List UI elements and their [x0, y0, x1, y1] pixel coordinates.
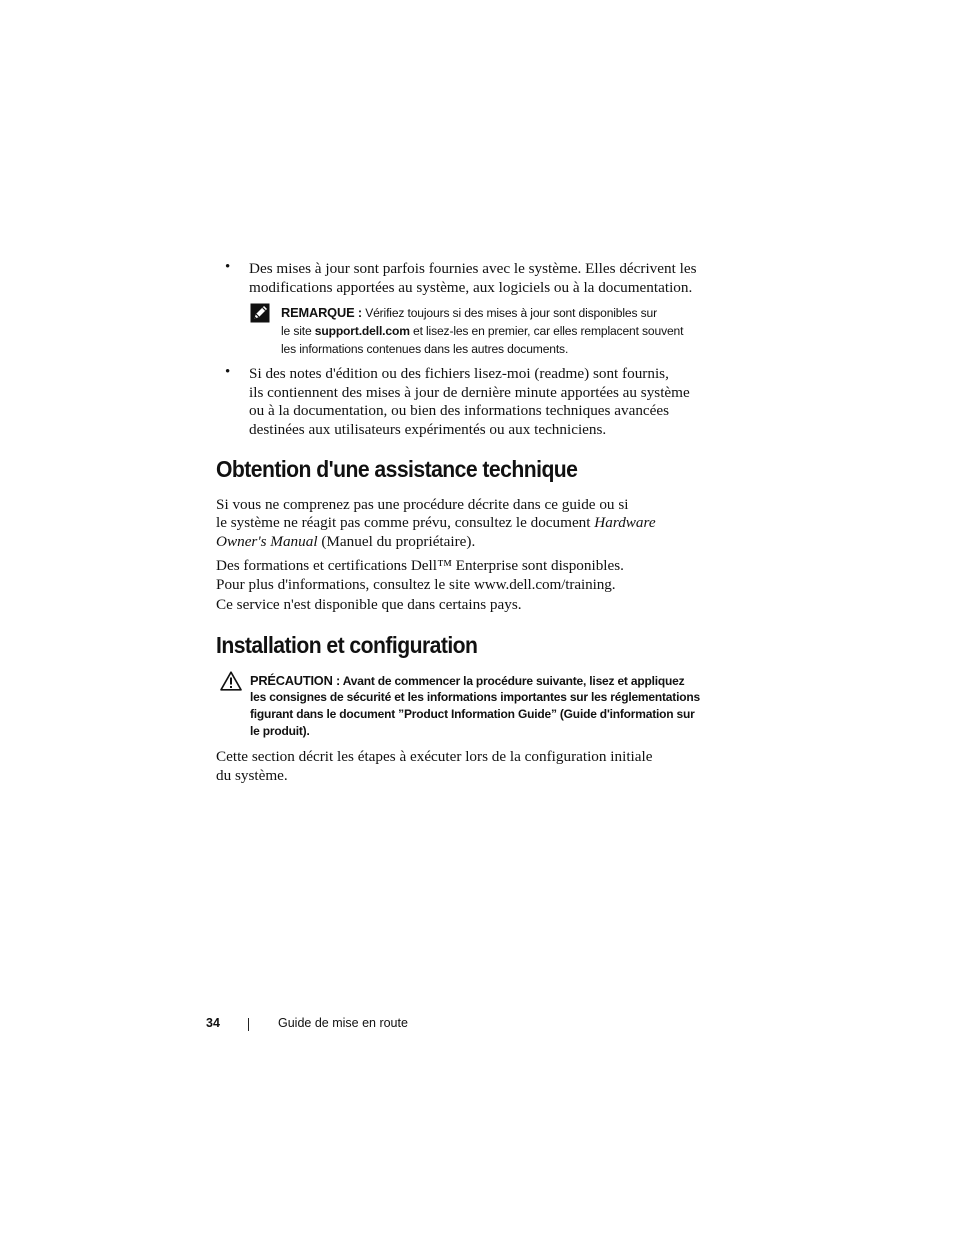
section-heading-support: Obtention d'une assistance technique [216, 456, 578, 482]
caution-line: figurant dans le document ”Product Information Guide” (Guide d'information sur [250, 707, 695, 721]
paragraph-line: Des formations et certifications Dell™ Enterprise sont disponibles. [216, 557, 624, 574]
bullet-text-line: Des mises à jour sont parfois fournies avec le système. Elles décrivent les [249, 260, 697, 277]
warning-triangle-icon [220, 671, 242, 691]
paragraph-line: du système. [216, 767, 288, 784]
paragraph-line: Ce service n'est disponible que dans certains pays. [216, 596, 522, 613]
note-text: Vérifiez toujours si des mises à jour sont disponibles sur [365, 306, 657, 320]
paragraph-text: le système ne réagit pas comme prévu, consultez le document [216, 514, 595, 531]
section-heading-installation: Installation et configuration [216, 632, 478, 658]
caution-line: les consignes de sécurité et les informations importantes sur les réglementations [250, 690, 700, 704]
training-link[interactable]: www.dell.com/training [473, 576, 612, 593]
note-text: et lisez-les en premier, car elles remplacent souvent [409, 324, 684, 338]
paragraph-line: Cette section décrit les étapes à exécuter lors de la configuration initiale [216, 748, 653, 765]
page-number: 34 [206, 1016, 220, 1030]
caution-text: Avant de commencer la procédure suivante, lisez et appliquez [340, 674, 685, 688]
bullet-dot: • [225, 364, 231, 380]
paragraph-line [216, 575, 616, 594]
note-label: REMARQUE : [281, 305, 362, 320]
paragraph-text: . [611, 576, 616, 593]
bullet-text-line: modifications apportées au système, aux logiciels ou à la documentation. [249, 279, 693, 296]
document-title: Owner's Manual [216, 533, 318, 550]
note-line [281, 304, 657, 322]
paragraph-text: Pour plus d'informations, consultez le site [216, 576, 474, 593]
paragraph-text: (Manuel du propriétaire). [317, 533, 476, 550]
paragraph-line: Si vous ne comprenez pas une procédure décrite dans ce guide ou si [216, 496, 629, 513]
bullet-text-line: Si des notes d'édition ou des fichiers lisez-moi (readme) sont fournis, [249, 365, 669, 382]
support-link[interactable]: support.dell.com [314, 324, 410, 338]
bullet-text-line: ils contiennent des mises à jour de dernière minute apportées au système [249, 384, 690, 401]
note-text: le site [281, 324, 315, 338]
bullet-text-line: destinées aux utilisateurs expérimentés ou aux techniciens. [249, 421, 607, 438]
footer-divider [248, 1018, 249, 1031]
caution-line: le produit). [250, 724, 310, 738]
pencil-note-icon [250, 303, 270, 323]
caution-label: PRÉCAUTION : [250, 673, 341, 688]
caution-line [250, 672, 684, 690]
bullet-text-line: ou à la documentation, ou bien des informations techniques avancées [249, 402, 670, 419]
document-title: Hardware [594, 514, 656, 531]
paragraph-line [216, 513, 656, 532]
note-line [281, 322, 683, 340]
paragraph-line [216, 532, 475, 551]
bullet-dot: • [225, 259, 231, 275]
footer-title: Guide de mise en route [278, 1016, 408, 1030]
note-line: les informations contenues dans les autres documents. [281, 342, 569, 356]
